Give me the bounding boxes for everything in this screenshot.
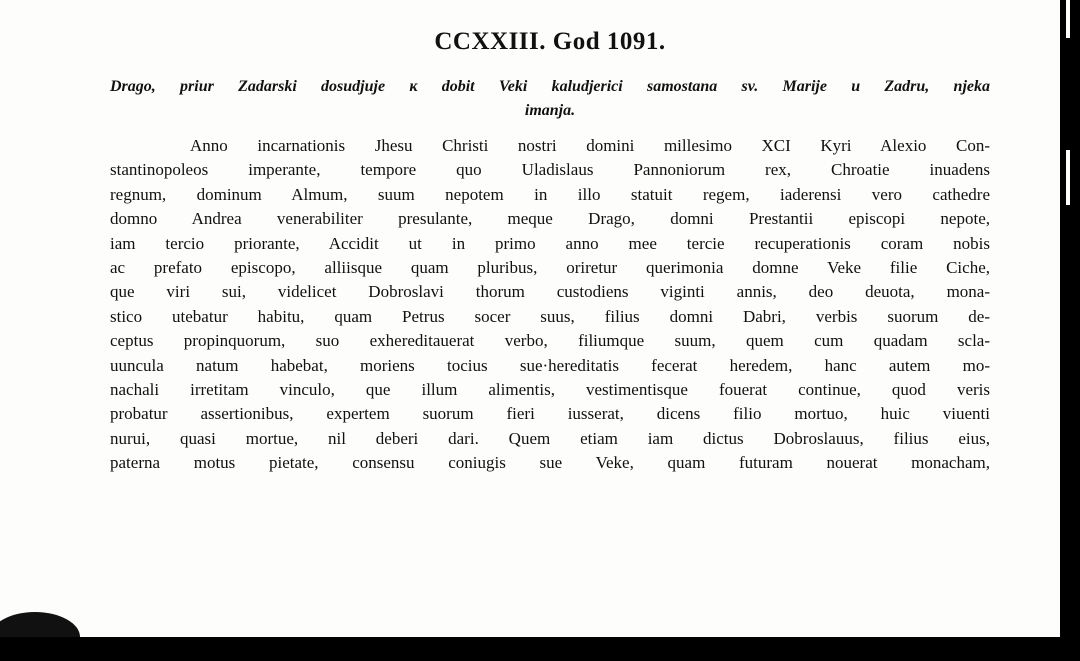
scan-edge-mark bbox=[1066, 150, 1070, 205]
body-line: ceptus propinquorum, suo exhereditauerat verbo, filiumque suum, quem cum quadam scla- bbox=[110, 331, 990, 351]
body-line: regnum, dominum Almum, suum nepotem in illo statuit regem, iaderensi vero cathedre bbox=[110, 184, 990, 204]
document-body bbox=[110, 134, 990, 475]
scan-smudge bbox=[0, 612, 80, 637]
body-line: paterna motus pietate, consensu coniugis sue Veke, quam futuram nouerat monacham, bbox=[110, 453, 990, 473]
scan-right-border bbox=[1060, 0, 1080, 637]
body-line: stico utebatur habitu, quam Petrus socer suus, filius domni Dabri, verbis suorum de- bbox=[110, 306, 990, 326]
body-line: que viri sui, videlicet Dobroslavi thorum custodiens viginti annis, deo deuota, mona- bbox=[110, 282, 990, 302]
cropped-previous-line bbox=[175, 0, 355, 5]
body-line: stantinopoleos imperante, tempore quo Uladislaus Pannoniorum rex, Chroatie inuadens bbox=[110, 160, 990, 180]
body-line: nachali irretitam vinculo, que illum alimentis, vestimentisque fouerat continue, quod veris bbox=[110, 379, 990, 399]
summary-line: Drago, priur Zadarski dosudjuje к dobit Veki kaludjerici samostana sv. Marije u Zadru, njeka bbox=[110, 78, 990, 95]
body-line: nurui, quasi mortue, nil deberi dari. Quem etiam iam dictus Dobroslauus, filius eius, bbox=[110, 428, 990, 448]
summary-line: imanja. bbox=[524, 102, 576, 120]
body-line: iam tercio priorante, Accidit ut in primo anno mee tercie recuperationis coram nobis bbox=[110, 233, 990, 253]
scan-edge-mark bbox=[1066, 0, 1070, 38]
body-line: ac prefato episcopo, alliisque quam pluribus, oriretur querimonia domne Veke filie Ciche, bbox=[110, 257, 990, 277]
scan-bottom-border bbox=[0, 637, 1080, 661]
body-line: probatur assertionibus, expertem suorum fieri iusserat, dicens filio mortuo, huic viuenti bbox=[110, 404, 990, 424]
body-line: Anno incarnationis Jhesu Christi nostri domini millesimo XCI Kyri Alexio Con- bbox=[190, 136, 990, 155]
document-heading: CCXXIII. God 1091. bbox=[434, 28, 666, 55]
body-line: domno Andrea venerabiliter presulante, meque Drago, domni Prestantii episcopi nepote, bbox=[110, 209, 990, 229]
document-summary bbox=[110, 76, 990, 122]
body-line: uuncula natum habebat, moriens tocius sue·hereditatis fecerat heredem, hanc autem mo- bbox=[110, 355, 990, 375]
